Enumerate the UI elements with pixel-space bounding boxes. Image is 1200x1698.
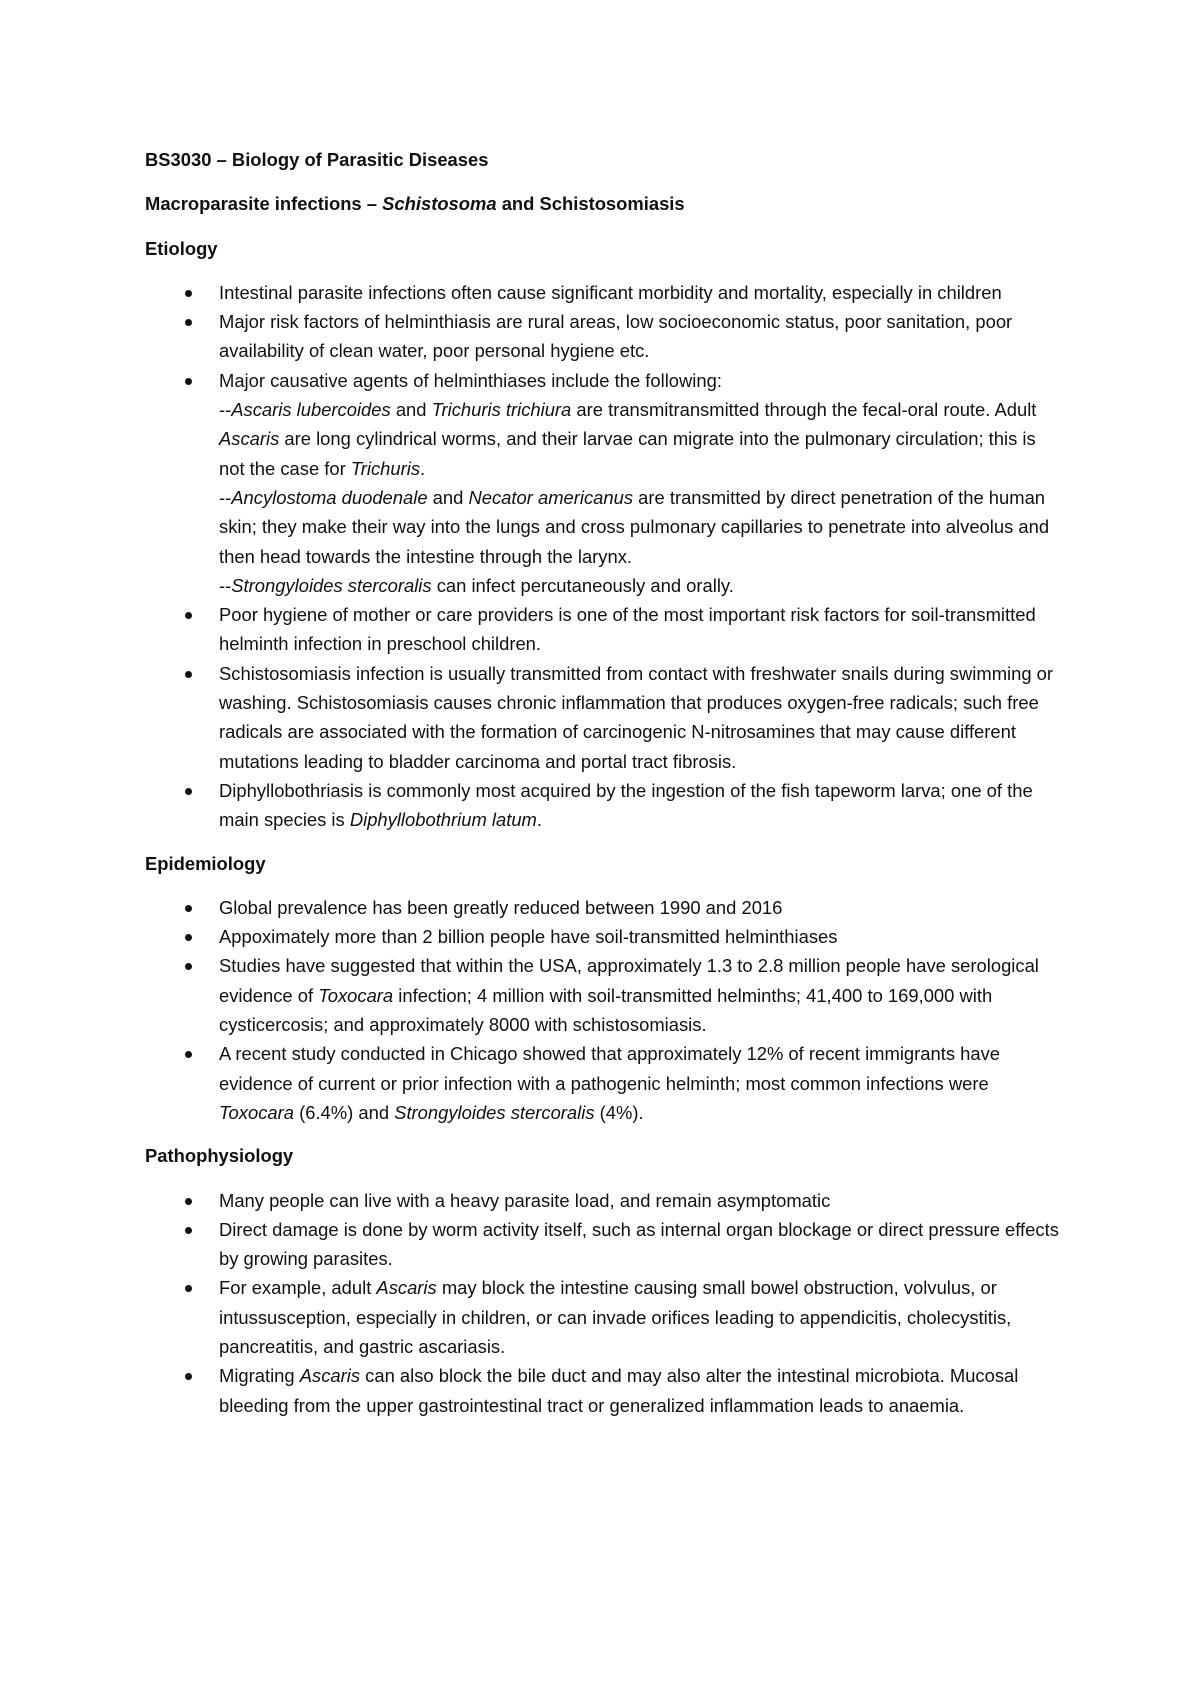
bullet-icon	[185, 905, 192, 912]
bullet-icon	[185, 1373, 192, 1380]
bullet-icon	[185, 934, 192, 941]
topic-title-post: and Schistosomiasis	[496, 193, 685, 215]
list-item: Poor hygiene of mother or care providers is one of the most important risk factors for soil-transmitted helminth infection in preschool children.	[145, 600, 1065, 659]
agent-line-hookworm: --Ancylostoma duodenale and Necator americanus are transmitted by direct penetration of the human skin; they make their way into the lungs and cross pulmonary capillaries to penetrate into alveolus and then head towards the intestine through the larynx.	[219, 486, 1050, 567]
topic-title-genus: Schistosoma	[382, 193, 497, 215]
bullet-icon	[185, 671, 192, 678]
list-item: Migrating Ascaris can also block the bile duct and may also alter the intestinal microbiota. Mucosal bleeding from the upper gastrointestinal tract or generalized inflammation leads to anaemia.	[145, 1361, 1065, 1420]
course-title: BS3030 – Biology of Parasitic Diseases	[145, 149, 489, 170]
list-item: Many people can live with a heavy parasite load, and remain asymptomatic	[145, 1186, 1065, 1215]
list-item: Appoximately more than 2 billion people have soil-transmitted helminthiases	[145, 922, 1065, 951]
list-item: Diphyllobothriasis is commonly most acquired by the ingestion of the fish tapeworm larva; one of the main species is Diphyllobothrium latum.	[145, 776, 1065, 835]
section-heading-pathophysiology: Pathophysiology	[145, 1145, 294, 1167]
pathophysiology-list	[145, 1186, 1065, 1420]
list-item: Studies have suggested that within the USA, approximately 1.3 to 2.8 million people have serological evidence of Toxocara infection; 4 million with soil-transmitted helminths; 41,400 to 169,000 with cysticercosis; and approximately 8000 with schistosomiasis.	[145, 951, 1065, 1039]
topic-title-pre: Macroparasite infections –	[145, 193, 383, 215]
section-heading-etiology: Etiology	[145, 237, 218, 259]
section-heading-epidemiology: Epidemiology	[145, 852, 266, 874]
bullet-icon	[185, 612, 192, 619]
bullet-icon	[185, 1198, 192, 1205]
bullet-icon	[185, 1285, 192, 1292]
bullet-icon	[185, 963, 192, 970]
list-item: For example, adult Ascaris may block the intestine causing small bowel obstruction, volvulus, or intussusception, especially in children, or can invade orifices leading to appendicitis, cholecystitis, pancreatitis, and gastric ascariasis.	[145, 1273, 1065, 1361]
bullet-icon	[185, 788, 192, 795]
bullet-icon	[185, 1227, 192, 1234]
etiology-list	[145, 278, 1065, 835]
list-item: Direct damage is done by worm activity itself, such as internal organ blockage or direct pressure effects by growing parasites.	[145, 1215, 1065, 1274]
topic-title	[145, 189, 1065, 218]
epidemiology-list	[145, 893, 1065, 1127]
agent-line-strongyloides: --Strongyloides stercoralis can infect percutaneously and orally.	[219, 574, 734, 596]
list-item: Major risk factors of helminthiasis are rural areas, low socioeconomic status, poor sanitation, poor availability of clean water, poor personal hygiene etc.	[145, 307, 1065, 366]
list-item: Global prevalence has been greatly reduced between 1990 and 2016	[145, 893, 1065, 922]
list-item: Intestinal parasite infections often cause significant morbidity and mortality, especially in children	[145, 278, 1065, 307]
list-item: Schistosomiasis infection is usually transmitted from contact with freshwater snails during swimming or washing. Schistosomiasis causes chronic inflammation that produces oxygen-free radicals; such free radicals are associated with the formation of carcinogenic N-nitrosamines that may cause different mutations leading to bladder carcinoma and portal tract fibrosis.	[145, 659, 1065, 776]
bullet-icon	[185, 1051, 192, 1058]
list-item: Major causative agents of helminthiases include the following: --Ascaris lubercoides and Trichuris trichiura are transmitransmitted through the fecal-oral route. Adult Ascaris are long cylindrical worms, and their larvae can migrate into the pulmonary circulation; this is not the case for Trichuris. --Ancylostoma duodenale and Necator americanus are transmitted by direct penetration of the human skin; they make their way into the lungs and cross pulmonary capillaries to penetrate into alveolus and then head towards the intestine through the larynx. --Strongyloides stercoralis can infect percutaneously and orally.	[145, 366, 1065, 600]
bullet-icon	[185, 319, 192, 326]
document-page	[145, 145, 1065, 1434]
agent-line-ascaris: --Ascaris lubercoides and Trichuris trichiura are transmitransmitted through the fecal-oral route. Adult Ascaris are long cylindrical worms, and their larvae can migrate into the pulmonary circulation; this is not the case for Trichuris.	[219, 399, 1037, 479]
bullet-icon	[185, 378, 192, 385]
bullet-icon	[185, 290, 192, 297]
list-item: A recent study conducted in Chicago showed that approximately 12% of recent immigrants have evidence of current or prior infection with a pathogenic helminth; most common infections were Toxocara (6.4%) and Strongyloides stercoralis (4%).	[145, 1039, 1065, 1127]
